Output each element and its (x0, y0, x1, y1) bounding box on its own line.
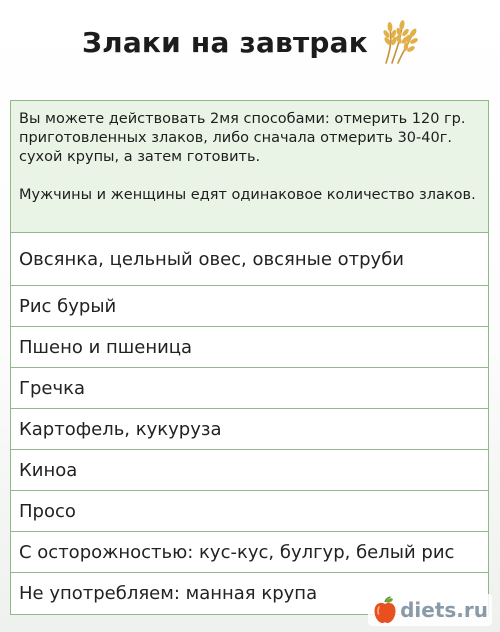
apple-icon (372, 596, 398, 624)
watermark-text: diets.ru (400, 598, 488, 622)
table-row: Картофель, кукуруза (11, 409, 488, 450)
table-row: Просо (11, 491, 488, 532)
table-row: Пшено и пшеница (11, 327, 488, 368)
table-row: С осторожностью: кус-кус, булгур, белый рис (11, 532, 488, 573)
page-header (0, 14, 500, 70)
intro-paragraph-2: Мужчины и женщины едят одинаковое количество злаков. (19, 187, 476, 203)
table-row: Киноа (11, 450, 488, 491)
cereals-table (10, 100, 489, 615)
watermark-logo (368, 594, 492, 626)
intro-cell (11, 101, 488, 233)
intro-paragraph-1: Вы можете действовать 2мя способами: отмерить 120 гр. приготовленных злаков, либо сначала отмерить 30-40г. сухой крупы, а затем готовить. (19, 111, 466, 165)
table-row: Гречка (11, 368, 488, 409)
page-title: Злаки на завтрак (82, 25, 368, 59)
table-row: Рис бурый (11, 286, 488, 327)
table-row: Не употребляем: манная крупа (19, 583, 318, 604)
cereal-list (11, 233, 488, 614)
table-row: Овсянка, цельный овес, овсяные отруби (11, 233, 488, 286)
wheat-icon (378, 19, 418, 65)
